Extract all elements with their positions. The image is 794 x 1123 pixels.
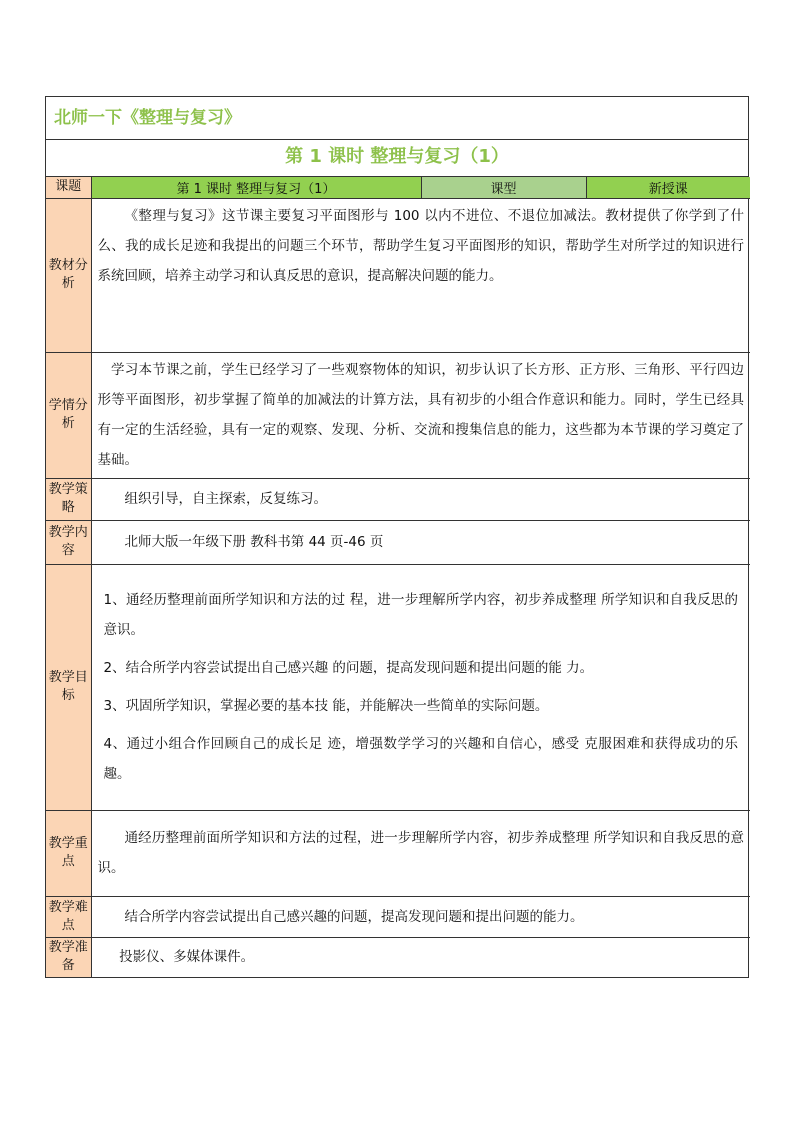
document-title: 北师一下《整理与复习》 bbox=[46, 97, 748, 140]
students-label: 学情分析 bbox=[46, 352, 91, 478]
difficulties-text: 结合所学内容尝试提出自己感兴趣的问题，提高发现问题和提出问题的能力。 bbox=[124, 908, 584, 925]
strategy-label: 教学策略 bbox=[46, 478, 91, 520]
strategy-cell bbox=[91, 478, 750, 520]
preparation-label: 教学准备 bbox=[46, 937, 91, 977]
goals-label: 教学目标 bbox=[46, 564, 91, 810]
difficulties-cell bbox=[91, 896, 750, 937]
row-preparation bbox=[46, 937, 750, 977]
row-textbook bbox=[46, 198, 750, 352]
lesson-subtitle: 第 1 课时 整理与复习（1） bbox=[46, 140, 748, 177]
lesson-plan-table bbox=[46, 177, 750, 977]
topic-value: 第 1 课时 整理与复习（1） bbox=[91, 177, 421, 198]
key-points-cell bbox=[91, 810, 750, 896]
row-strategy bbox=[46, 478, 750, 520]
students-text: 学习本节课之前，学生已经学习了一些观察物体的知识，初步认识了长方形、正方形、三角形、平行四边形等平面图形，初步掌握了简单的加减法的计算方法，具有初步的小组合作意识和能力。同时，学生已经具有一定的生活经验，具有一定的观察、发现、分析、交流和搜集信息的能力，这些都为本节课的学习奠定了基础。 bbox=[97, 362, 744, 468]
row-key-points bbox=[46, 810, 750, 896]
lesson-type-value: 新授课 bbox=[586, 177, 750, 198]
textbook-label: 教材分析 bbox=[46, 198, 91, 352]
lesson-plan-document bbox=[45, 96, 749, 978]
preparation-cell bbox=[91, 937, 750, 977]
preparation-text: 投影仪、多媒体课件。 bbox=[119, 949, 255, 966]
difficulties-label: 教学难点 bbox=[46, 896, 91, 937]
goal-item-3: 3、巩固所学知识，掌握必要的基本技 能，并能解决一些简单的实际问题。 bbox=[103, 698, 549, 714]
goal-item-4: 4、通过小组合作回顾自己的成长足 迹，增强数学学习的兴趣和自信心，感受 克服困难和获得成功的乐趣。 bbox=[103, 736, 738, 782]
row-content bbox=[46, 520, 750, 564]
goal-item-2: 2、结合所学内容尝试提出自己感兴趣 的问题，提高发现问题和提出问题的能 力。 bbox=[103, 660, 594, 676]
key-points-text: 通经历整理前面所学知识和方法的过程，进一步理解所学内容，初步养成整理 所学知识和自我反思的意识。 bbox=[97, 830, 744, 876]
students-cell bbox=[91, 352, 750, 478]
row-goals bbox=[46, 564, 750, 810]
row-difficulties bbox=[46, 896, 750, 937]
goals-cell bbox=[91, 564, 750, 810]
content-label: 教学内容 bbox=[46, 520, 91, 564]
row-topic bbox=[46, 177, 750, 198]
content-text: 北师大版一年级下册 教科书第 44 页-46 页 bbox=[124, 534, 384, 550]
goal-item-1: 1、通经历整理前面所学知识和方法的过 程，进一步理解所学内容，初步养成整理 所学知识和自我反思的意识。 bbox=[103, 592, 738, 638]
strategy-text: 组织引导，自主探索，反复练习。 bbox=[124, 491, 327, 507]
lesson-type-label: 课型 bbox=[421, 177, 586, 198]
key-points-label: 教学重点 bbox=[46, 810, 91, 896]
row-students bbox=[46, 352, 750, 478]
topic-label: 课题 bbox=[46, 177, 91, 198]
content-cell bbox=[91, 520, 750, 564]
textbook-text: 《整理与复习》这节课主要复习平面图形与 100 以内不进位、不退位加减法。教材提供了你学到了什么、我的成长足迹和我提出的问题三个环节，帮助学生复习平面图形的知识，帮助学生对所学过的知识进行系统回顾，培养主动学习和认真反思的意识，提高解决问题的能力。 bbox=[97, 207, 744, 284]
textbook-cell bbox=[91, 198, 750, 352]
